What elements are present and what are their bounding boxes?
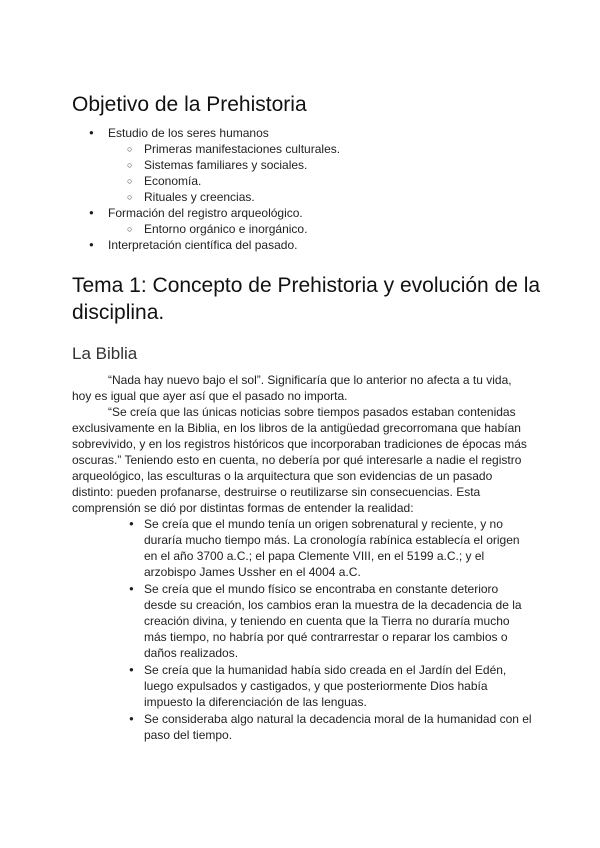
paragraph-nada-hay-nuevo	[72, 372, 532, 404]
list-item: ● Formación del registro arqueológico.	[72, 205, 532, 221]
sub-list-item: ○ Rituales y creencias.	[72, 189, 532, 205]
list-item: ● Se consideraba algo natural la decadencia moral de la humanidad con el paso del tiempo.	[72, 711, 532, 743]
list-item: ● Estudio de los seres humanos	[72, 125, 532, 141]
heading-tema-1: Tema 1: Concepto de Prehistoria y evolución de la disciplina.	[72, 274, 541, 324]
heading-la-biblia: La Biblia	[72, 344, 138, 363]
paragraph-text: “Se creía que las únicas noticias sobre tiempos pasados estaban contenidas exclusivamente en la Biblia, en los libros de la antigüedad grecorromana que habían sobrevivido, y en los registros históricos que incorporaban tradiciones de épocas más oscuras.” Teniendo esto en cuenta, no debería por qué interesarle a nadie el registro arqueológico, las esculturas o la arquitectura que son evidencias de un pasado distinto: pueden profanarse, destruirse o reutilizarse sin consecuencias. Esta comprensión se dió por distintas formas de entender la realidad:	[72, 405, 527, 515]
sub-list-item: ○ Sistemas familiares y sociales.	[72, 157, 532, 173]
paragraph-text: “Nada hay nuevo bajo el sol”. Significaría que lo anterior no afecta a tu vida, hoy es igual que ayer así que el pasado no importa.	[72, 373, 512, 403]
paragraph-se-creia	[72, 404, 532, 516]
list-item: ● Se creía que el mundo tenía un origen sobrenatural y reciente, y no duraría mucho tiempo más. La cronología rabínica establecía el origen en el año 3700 a.C.; el papa Clemente VIII, en el 5199 a.C.; y el arzobispo James Ussher en el 4004 a.C.	[72, 516, 532, 580]
sub-list-item: ○ Economía.	[72, 173, 532, 189]
sub-list-item: ○ Entorno orgánico e inorgánico.	[72, 221, 532, 237]
list-item: ● Se creía que el mundo físico se encontraba en constante deterioro desde su creación, los cambios eran la muestra de la decadencia de la creación divina, y teniendo en cuenta que la Tierra no duraría mucho más tiempo, no habría por qué contrarrestar o reparar los cambios o daños realizados.	[72, 581, 532, 661]
heading-objetivo: Objetivo de la Prehistoria	[72, 93, 307, 116]
biblia-bullet-list	[72, 516, 532, 744]
list-item: ● Se creía que la humanidad había sido creada en el Jardín del Edén, luego expulsados y castigados, y que posteriormente Dios había impuesto la diferenciación de las lenguas.	[72, 662, 532, 710]
list-item: ● Interpretación científica del pasado.	[72, 237, 532, 253]
sub-list-item: ○ Primeras manifestaciones culturales.	[72, 141, 532, 157]
objetivo-list	[72, 125, 532, 253]
